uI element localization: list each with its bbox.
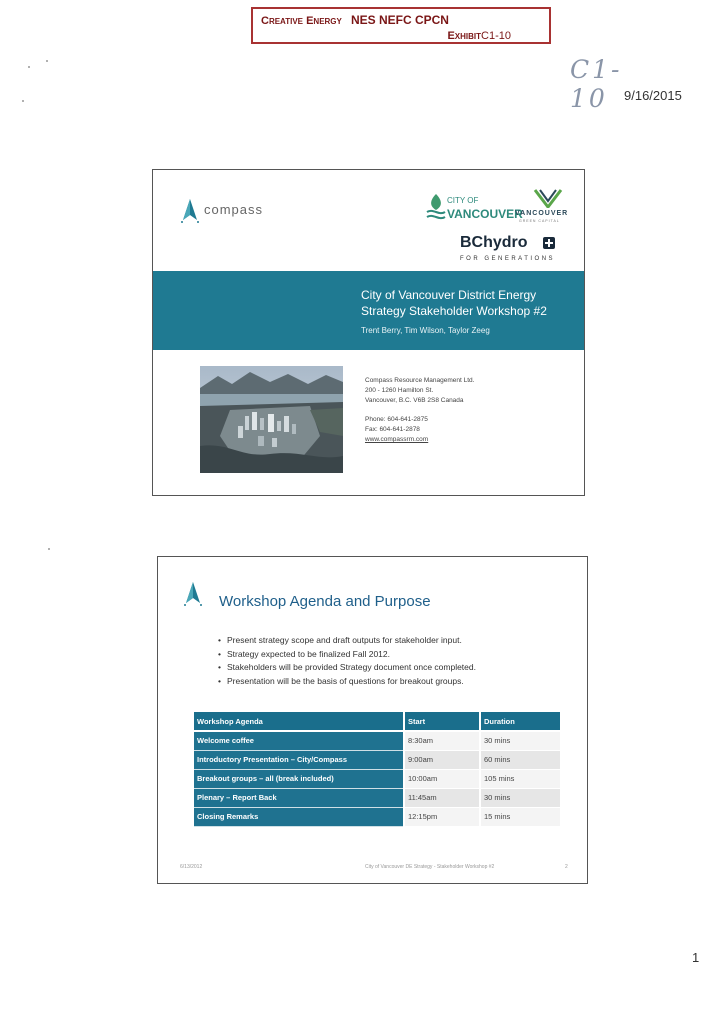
- agenda-header-item: Workshop Agenda: [194, 712, 404, 731]
- bchydro-cross-icon: [543, 237, 555, 249]
- city-of-vancouver-logo: [425, 190, 523, 226]
- contact-address2: Vancouver, B.C. V6B 2S8 Canada: [365, 397, 464, 404]
- compass-logo: [179, 198, 264, 224]
- contact-website-link[interactable]: www.compassrm.com: [365, 436, 429, 443]
- bchydro-logo-tagline: FOR GENERATIONS: [460, 256, 556, 262]
- table-row: [194, 769, 560, 788]
- table-row: [194, 788, 560, 807]
- green-capital-v-icon: [533, 188, 563, 208]
- vgc-logo-line2: GREEN CAPITAL: [519, 219, 560, 223]
- scan-speck: [28, 66, 30, 68]
- slide-footer-page: 2: [565, 864, 568, 870]
- agenda-duration: 15 mins: [480, 807, 560, 826]
- table-row: [194, 807, 560, 826]
- agenda-item: Breakout groups – all (break included): [194, 769, 404, 788]
- bullet-item: • Present strategy scope and draft outputs for stakeholder input.: [218, 634, 558, 648]
- page-number: 1: [692, 950, 700, 965]
- agenda-item: Plenary – Report Back: [194, 788, 404, 807]
- handwritten-exhibit-note: C1-10: [570, 55, 623, 113]
- agenda-header-start: Start: [404, 712, 480, 731]
- agenda-table: [194, 712, 560, 827]
- stamp-exhibit-label: Exhibit: [447, 30, 482, 42]
- vancouver-skyline-image: [200, 366, 343, 473]
- bullet-item: • Strategy expected to be finalized Fall 2012.: [218, 648, 558, 662]
- contact-fax: Fax: 604-641-2878: [365, 426, 420, 433]
- agenda-item: Welcome coffee: [194, 731, 404, 750]
- vgc-logo-line1: VANCOUVER: [515, 210, 569, 217]
- table-row: [194, 750, 560, 769]
- bchydro-logo: [460, 234, 570, 266]
- scan-speck: [46, 60, 48, 62]
- scan-speck: [48, 548, 50, 550]
- compass-logo-icon: [179, 198, 201, 224]
- cov-logo-line2: VANCOUVER: [447, 207, 523, 221]
- agenda-item: Closing Remarks: [194, 807, 404, 826]
- exhibit-stamp: [251, 7, 551, 44]
- agenda-start: 9:00am: [404, 750, 480, 769]
- agenda-start: 10:00am: [404, 769, 480, 788]
- slide2-title: Workshop Agenda and Purpose: [219, 593, 431, 610]
- vancouver-aerial-photo: [200, 366, 343, 473]
- agenda-start: 8:30am: [404, 731, 480, 750]
- slide-footer-title: City of Vancouver DE Strategy - Stakeholder Workshop #2: [365, 864, 495, 870]
- bchydro-logo-name: BChydro: [460, 234, 528, 251]
- title-slide: [152, 169, 585, 496]
- agenda-duration: 105 mins: [480, 769, 560, 788]
- table-row: [194, 731, 560, 750]
- city-of-vancouver-icon: [425, 190, 447, 224]
- print-date: 9/16/2015: [624, 88, 682, 103]
- scan-speck: [22, 100, 24, 102]
- contact-company: Compass Resource Management Ltd.: [365, 377, 475, 384]
- agenda-start: 11:45am: [404, 788, 480, 807]
- agenda-start: 12:15pm: [404, 807, 480, 826]
- compass-icon: [182, 581, 204, 612]
- vancouver-green-capital-logo: [515, 188, 577, 226]
- slide1-title: City of Vancouver District Energy Strategy Stakeholder Workshop #2: [361, 288, 547, 318]
- agenda-header-duration: Duration: [480, 712, 560, 731]
- stamp-exhibit-number: C1-10: [481, 30, 511, 42]
- stamp-company: Creative Energy: [261, 15, 342, 27]
- agenda-slide: [157, 556, 588, 884]
- compass-logo-text: compass: [204, 202, 264, 217]
- purpose-bullet-list: [218, 634, 558, 688]
- stamp-application: NES NEFC CPCN: [350, 13, 449, 27]
- contact-block: [365, 376, 545, 445]
- contact-address1: 200 - 1260 Hamilton St.: [365, 387, 434, 394]
- agenda-header-row: [194, 712, 560, 731]
- bullet-item: • Presentation will be the basis of questions for breakout groups.: [218, 675, 558, 689]
- agenda-duration: 60 mins: [480, 750, 560, 769]
- cov-logo-line1: CITY OF: [447, 196, 479, 205]
- agenda-item: Introductory Presentation – City/Compass: [194, 750, 404, 769]
- slide-footer-date: 6/13/2012: [180, 864, 203, 870]
- slide1-authors: Trent Berry, Tim Wilson, Taylor Zeeg: [361, 326, 490, 335]
- agenda-duration: 30 mins: [480, 788, 560, 807]
- contact-phone: Phone: 604-641-2875: [365, 416, 428, 423]
- bullet-item: • Stakeholders will be provided Strategy document once completed.: [218, 661, 558, 675]
- agenda-duration: 30 mins: [480, 731, 560, 750]
